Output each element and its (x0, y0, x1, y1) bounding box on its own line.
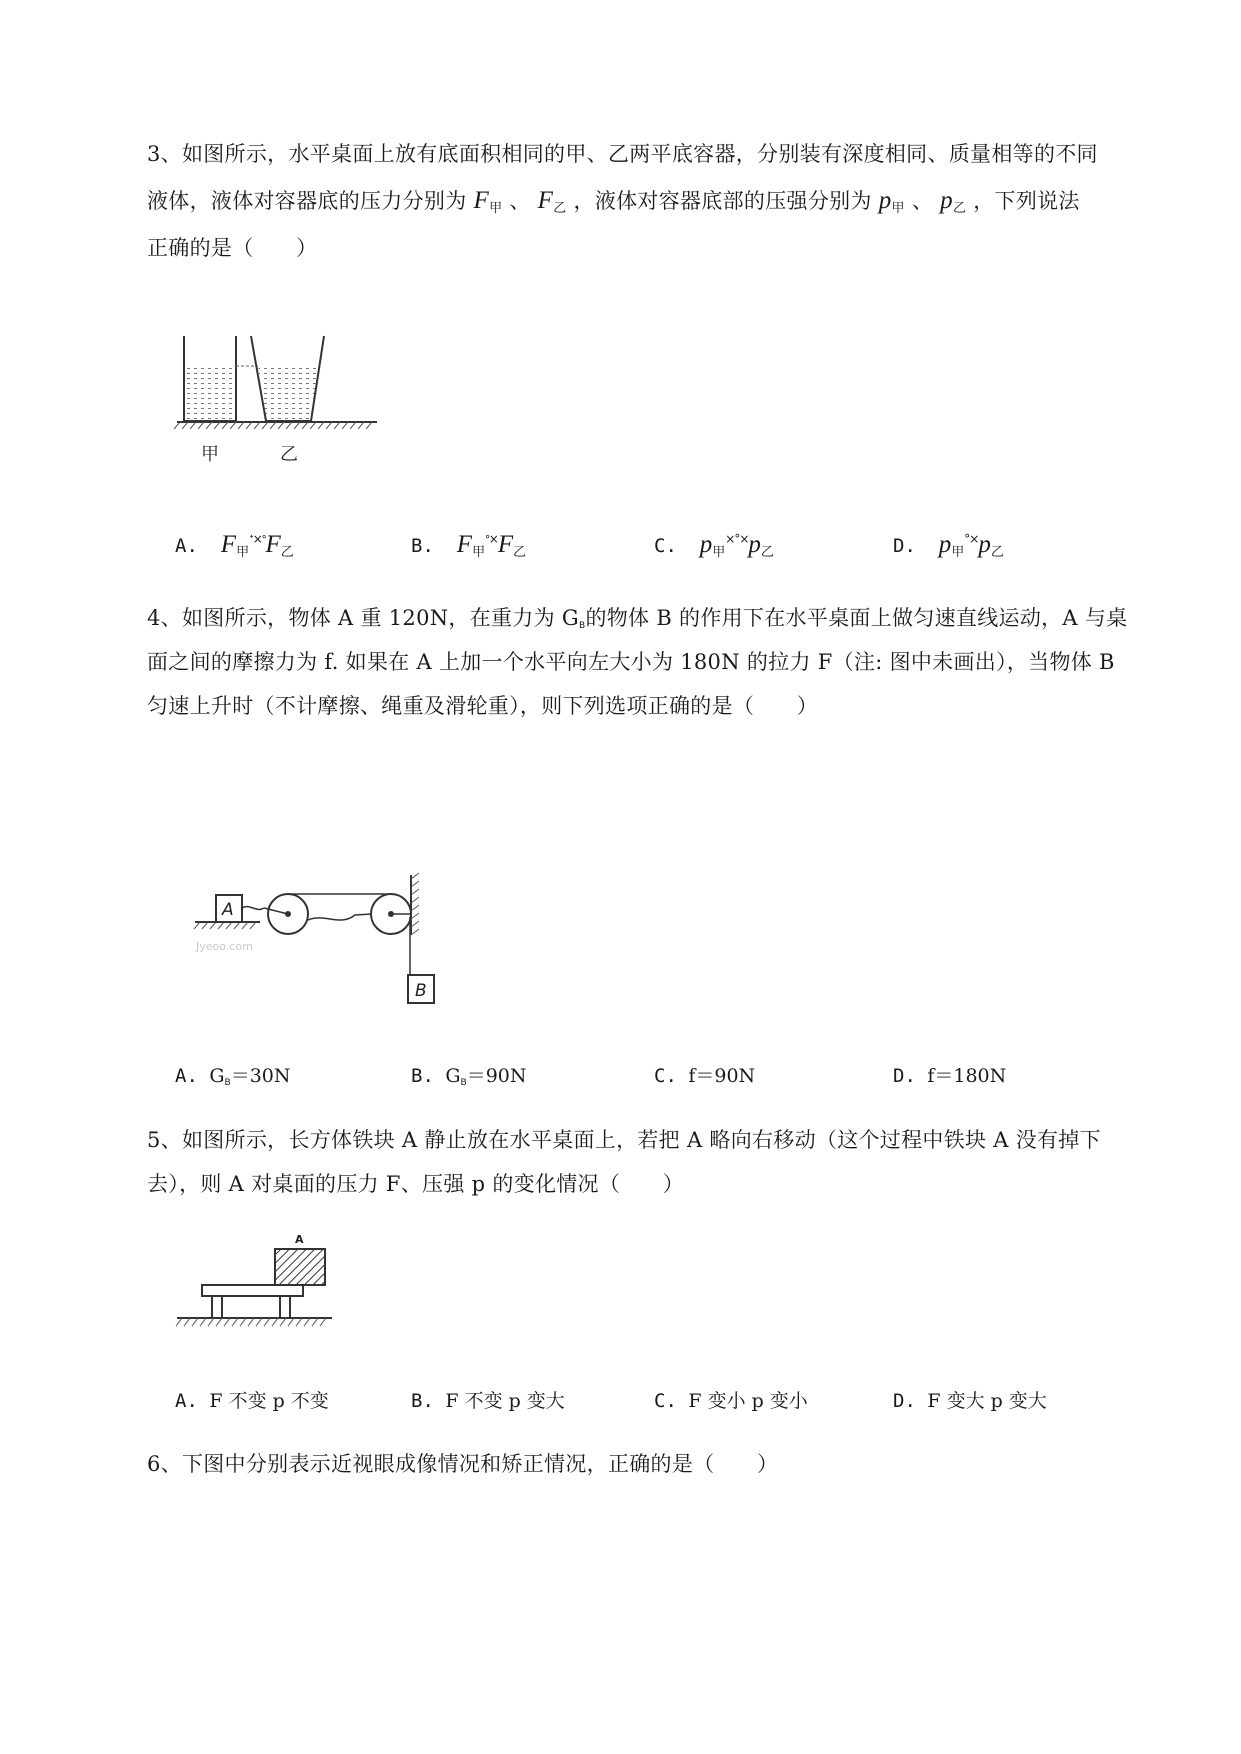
q4-line-3: 匀速上升时（不计摩擦、绳重及滑轮重），则下列选项正确的是（ ） (147, 694, 819, 718)
q3-option-d[interactable]: D. $p_甲^{^\circ\times}p_乙$ (893, 531, 1004, 560)
q4-option-d[interactable]: D. f＝180N (893, 1065, 1007, 1087)
table-leg-left (212, 1296, 222, 1318)
table-leg-right (280, 1296, 290, 1318)
label-jia: 甲 (201, 444, 219, 465)
q3-line-2 (147, 187, 1080, 223)
q4-line-1-text-a: 4、如图所示，物体 A 重 120N，在重力为 G (147, 606, 579, 630)
comparison-glyph: ×°× (725, 532, 749, 546)
q6-line-1: 6、下图中分别表示近视眼成像情况和矫正情况，正确的是（ ） (147, 1452, 779, 1476)
q5-option-c[interactable]: C. F 变小 p 变小 (654, 1390, 808, 1412)
iron-block-a (275, 1249, 325, 1285)
q5-line-1: 5、如图所示，长方体铁块 A 静止放在水平桌面上，若把 A 略向右移动（这个过程中铁块 A 没有掉下 (147, 1128, 1101, 1152)
label-yi: 乙 (280, 444, 298, 465)
separator: 、 (911, 189, 934, 213)
block-a-label: A (295, 1233, 304, 1246)
q4-line-1-text-b: 的物体 B 的作用下在水平桌面上做匀速直线运动，A 与桌 (585, 606, 1128, 630)
q4-pulley-figure (190, 875, 450, 1005)
pressure-jia-symbol: $p_甲$ (699, 531, 726, 560)
q4-option-c[interactable]: C. f＝90N (654, 1065, 756, 1087)
q3-containers-figure (172, 336, 382, 466)
q3-line-2-text-a: 液体，液体对容器底的压力分别为 (147, 189, 467, 213)
q3-line-2-text-b: ，液体对容器底部的压强分别为 (573, 189, 872, 213)
watermark: Jyeoo.com (196, 940, 253, 953)
force-yi-symbol: $F_乙$ (497, 531, 527, 560)
liquid-jia (184, 366, 236, 421)
q3-line-3: 正确的是（ ） (147, 236, 318, 260)
q5-line-2: 去），则 A 对桌面的压力 F、压强 p 的变化情况（ ） (147, 1172, 685, 1196)
q3-option-c[interactable]: C. $p_甲^{\times^\circ\times}p_乙$ (654, 531, 774, 560)
force-jia-symbol: $F_甲$ (473, 187, 503, 216)
q3-line-2-text-c: ，下列说法 (973, 189, 1080, 213)
pressure-jia-symbol: $p_甲$ (938, 531, 965, 560)
comparison-glyph: ᐤ× (485, 532, 498, 546)
comparison-glyph: °× (964, 532, 979, 546)
pressure-yi-symbol: $p_乙$ (978, 531, 1004, 560)
q4-option-a[interactable]: A. $G_B=30N$ (175, 1065, 291, 1088)
q5-option-d[interactable]: D. F 变大 p 变大 (893, 1390, 1047, 1412)
separator: 、 (509, 189, 531, 213)
pressure-jia-symbol: $p_甲$ (878, 187, 905, 216)
q4-line-2: 面之间的摩擦力为 f. 如果在 A 上加一个水平向左大小为 180N 的拉力 F（注: 图中未画出），当物体 B (147, 650, 1115, 674)
force-yi-symbol: $F_乙$ (537, 187, 567, 216)
force-yi-symbol: $F_乙$ (265, 531, 294, 560)
block-a-label: A (222, 900, 234, 920)
q3-option-a[interactable]: A. $F_甲^{ᐩ\times ᐤ}F_乙$ (175, 531, 294, 560)
force-jia-symbol: $F_甲$ (220, 531, 250, 560)
q5-table-figure (172, 1230, 342, 1330)
q4-option-b[interactable]: B. $G_B=90N$ (411, 1065, 527, 1088)
table-top (202, 1285, 303, 1296)
pressure-yi-symbol: $p_乙$ (748, 531, 774, 560)
q3-line-1: 3、如图所示，水平桌面上放有底面积相同的甲、乙两平底容器，分别装有深度相同、质量相等的不同 (147, 142, 1098, 166)
block-b-label: B (415, 981, 427, 1001)
pressure-yi-symbol: $p_乙$ (940, 187, 967, 216)
subscript-b: B (578, 621, 586, 631)
comparison-glyph: ᐩ×ᐤ (249, 532, 266, 546)
q4-line-1 (147, 604, 1127, 640)
force-jia-symbol: $F_甲$ (456, 531, 486, 560)
q5-option-b[interactable]: B. F 不变 p 变大 (411, 1390, 565, 1412)
liquid-yi (258, 366, 318, 421)
q3-option-b[interactable]: B. $F_甲^{ᐤ\times}F_乙$ (411, 531, 527, 560)
q5-option-a[interactable]: A. F 不变 p 不变 (175, 1390, 329, 1412)
